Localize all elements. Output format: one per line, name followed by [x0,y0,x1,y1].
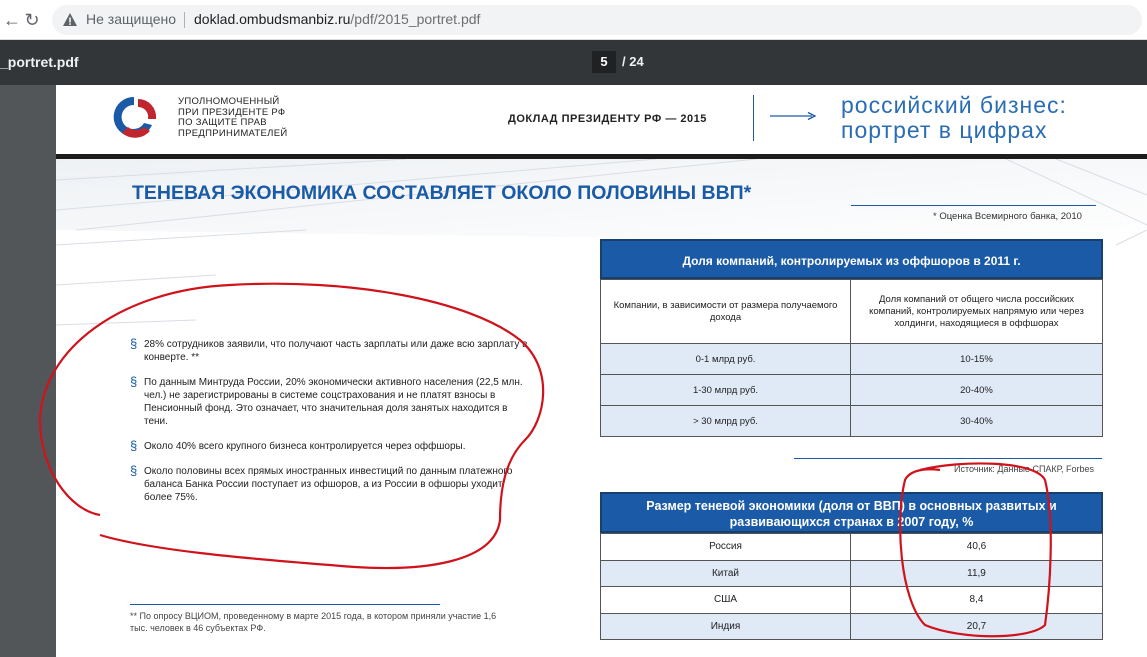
table-cell: Россия [601,534,851,561]
bullet-text: Около половины всех прямых иностранных инвестиций по данным платежного баланса Банка России поступает из офшоров, а из России в офшоры уходит более 75%. [144,466,513,503]
title-line: развивающихся странах в 2007 году, % [729,515,974,529]
section-title: ТЕНЕВАЯ ЭКОНОМИКА СОСТАВЛЯЕТ ОКОЛО ПОЛОВИНЫ ВВП* [132,182,752,204]
bullet-text: Около 40% всего крупного бизнеса контролируется через оффшоры. [144,441,466,452]
list-item [130,465,530,504]
brand-line: российский бизнес: [841,92,1067,118]
table-cell: 11,9 [851,560,1103,587]
org-line: ПО ЗАЩИТЕ ПРАВ [178,117,267,128]
page-number-input[interactable]: 5 [592,51,616,73]
list-item [130,440,530,453]
table-cell: 1-30 млрд руб. [601,375,851,406]
omnibox-separator [184,12,185,28]
security-label: Не защищено [86,11,176,27]
org-line: ПРИ ПРЕЗИДЕНТЕ РФ [178,106,286,118]
table-row [601,534,1103,561]
table-row [601,344,1103,375]
pdf-toolbar [0,40,1147,85]
bullet-text: По данным Минтруда России, 20% экономически активного населения (22,5 млн. чел.) не зарегистрированы в системе соцстрахования и не платят взносы в Пенсионный фонд. Это означает, что значительная доля занятых находится в тени. [144,377,523,427]
table-row [601,613,1103,640]
table-cell: Китай [601,560,851,587]
browser-address-bar [0,0,1147,40]
bullet-text: 28% сотрудников заявили, что получают часть зарплаты или даже всю зарплату в конверте. ** [144,339,528,363]
world-bank-note: * Оценка Всемирного банка, 2010 [933,211,1082,222]
table-cell: > 30 млрд руб. [601,406,851,437]
section-sign-icon: § [130,336,138,351]
table-cell: 20-40% [851,375,1103,406]
shadow-grid [600,533,1103,640]
url-path: /pdf/2015_portret.pdf [350,11,481,27]
reload-icon[interactable]: ↻ [24,10,40,30]
brand-slogan [841,93,1067,143]
brand-line: портрет в цифрах [841,117,1048,143]
ombudsman-logo-icon [112,93,160,141]
source-rule [794,458,1102,459]
bullet-list [130,338,530,516]
offshore-grid [600,279,1103,437]
report-title: ДОКЛАД ПРЕЗИДЕНТУ РФ — 2015 [508,113,707,125]
warning-icon [62,12,78,28]
table-header-row [601,280,1103,344]
offshore-table-title: Доля компаний, контролируемых из оффшоров в 2011 г. [600,239,1103,279]
page-total: / 24 [622,54,644,69]
shadow-economy-table [600,492,1103,640]
footnote: ** По опросу ВЦИОМ, проведенному в марте 2015 года, в котором приняли участие 1,6 тыс. человек в 46 субъектах РФ. [130,611,497,633]
header-divider [753,95,754,141]
pdf-filename: _portret.pdf [0,54,79,70]
table-row [601,587,1103,614]
source-note: Источник: Данные СПАКР, Forbes [954,464,1094,474]
shadow-table-title [600,492,1103,533]
header-rule [56,154,1147,159]
table-cell: 20,7 [851,613,1103,640]
table-cell: 0-1 млрд руб. [601,344,851,375]
section-sign-icon: § [130,438,138,453]
table-cell: 10-15% [851,344,1103,375]
org-line: УПОЛНОМОЧЕННЫЙ [178,96,280,107]
arrow-right-icon [770,111,816,121]
table-cell: Индия [601,613,851,640]
url-text[interactable] [194,11,480,27]
column-header: Компании, в зависимости от размера получаемого дохода [601,280,851,344]
section-sign-icon: § [130,463,138,478]
omnibox[interactable] [52,5,1142,35]
note-rule [851,205,1096,206]
pdf-page [56,85,1147,657]
section-sign-icon: § [130,374,138,389]
back-arrow-icon[interactable]: ← [3,10,21,30]
title-line: Размер теневой экономики (доля от ВВП) в основных развитых и [646,499,1057,513]
column-header: Доля компаний от общего числа российских компаний, контролируемых напрямую или через холдинги, находящиеся в оффшорах [851,280,1103,344]
table-cell: 8,4 [851,587,1103,614]
org-line: ПРЕДПРИНИМАТЕЛЕЙ [178,127,288,139]
table-cell: США [601,587,851,614]
table-row [601,375,1103,406]
list-item [130,338,530,364]
url-host: doklad.ombudsmanbiz.ru [194,11,351,27]
footnote-rule [130,604,440,605]
table-row [601,406,1103,437]
organization-name [178,97,287,139]
table-cell: 40,6 [851,534,1103,561]
offshore-table [600,239,1103,437]
table-cell: 30-40% [851,406,1103,437]
list-item [130,376,530,428]
table-row [601,560,1103,587]
